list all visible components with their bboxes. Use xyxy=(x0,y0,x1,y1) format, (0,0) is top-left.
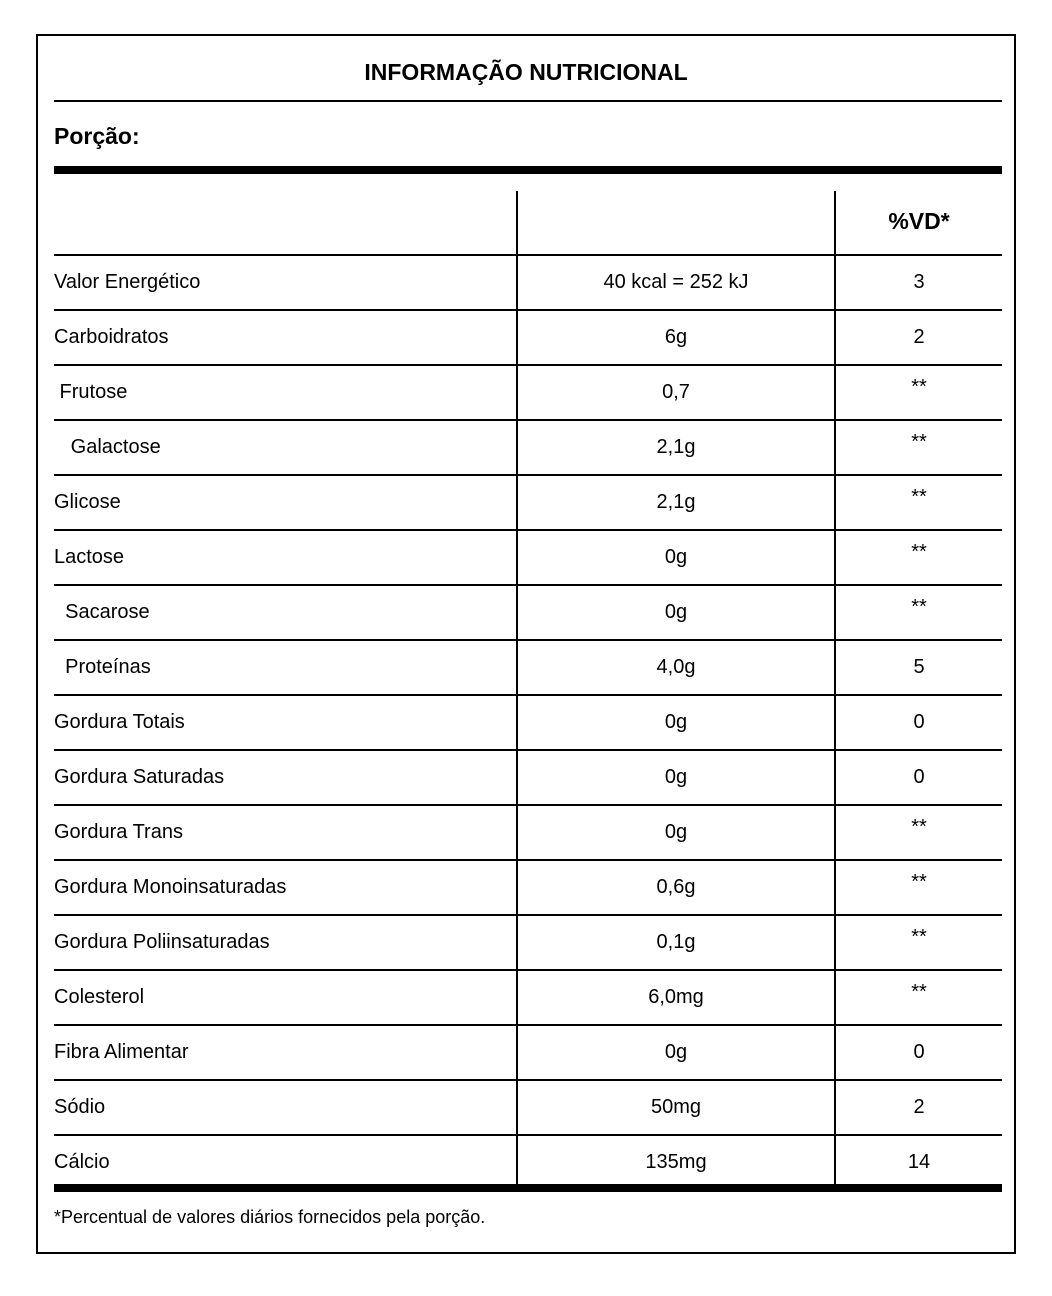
nutrition-table xyxy=(54,191,1002,1189)
nutrient-amount: 0g xyxy=(664,1041,688,1063)
table-row xyxy=(54,531,1002,586)
table-row xyxy=(54,311,1002,366)
nutrient-daily-value: ** xyxy=(911,596,927,618)
nutrient-daily-value: 3 xyxy=(913,271,925,293)
nutrient-name: Proteínas xyxy=(54,656,151,678)
nutrient-daily-value: 2 xyxy=(913,326,925,348)
nutrient-name: Valor Energético xyxy=(54,271,201,293)
table-row xyxy=(54,641,1002,696)
nutrient-daily-value: ** xyxy=(911,816,927,838)
table-row xyxy=(54,256,1002,311)
nutrient-amount: 6,0mg xyxy=(648,986,704,1008)
nutrient-amount: 0,6g xyxy=(656,876,696,898)
nutrient-amount: 40 kcal = 252 kJ xyxy=(603,271,749,293)
nutrient-name: Galactose xyxy=(54,436,161,458)
nutrient-amount: 2,1g xyxy=(656,491,696,513)
nutrient-amount: 50mg xyxy=(650,1096,702,1118)
nutrient-name: Fibra Alimentar xyxy=(54,1041,189,1063)
nutrient-name: Gordura Poliinsaturadas xyxy=(54,931,270,953)
nutrient-daily-value: 0 xyxy=(913,711,925,733)
nutrient-daily-value: ** xyxy=(911,926,927,948)
table-header-row xyxy=(54,191,1002,256)
nutrient-daily-value: ** xyxy=(911,981,927,1003)
nutrient-name: Lactose xyxy=(54,546,125,568)
footnote: *Percentual de valores diários fornecidos pela porção. xyxy=(54,1207,486,1227)
table-row xyxy=(54,751,1002,806)
nutrient-daily-value: ** xyxy=(911,541,927,563)
table-row xyxy=(54,586,1002,641)
nutrient-name: Gordura Monoinsaturadas xyxy=(54,876,287,898)
nutrient-amount: 0g xyxy=(664,766,688,788)
nutrient-daily-value: ** xyxy=(911,431,927,453)
nutrient-amount: 0g xyxy=(664,601,688,623)
nutrient-amount: 0g xyxy=(664,711,688,733)
nutrient-amount: 0g xyxy=(664,546,688,568)
nutrient-amount: 135mg xyxy=(645,1151,707,1173)
nutrient-daily-value: ** xyxy=(911,376,927,398)
nutrient-amount: 0g xyxy=(664,821,688,843)
table-row xyxy=(54,421,1002,476)
nutrient-name: Gordura Trans xyxy=(54,821,183,843)
nutrient-daily-value: ** xyxy=(911,871,927,893)
nutrient-name: Gordura Totais xyxy=(54,711,185,733)
header-amount-cell xyxy=(518,191,834,254)
nutrient-name: Carboidratos xyxy=(54,326,169,348)
nutrient-name: Gordura Saturadas xyxy=(54,766,225,788)
nutrient-name: Cálcio xyxy=(54,1151,110,1173)
nutrient-daily-value: 2 xyxy=(913,1096,925,1118)
nutrient-name: Sacarose xyxy=(54,601,150,623)
header-vd-cell: %VD* xyxy=(888,208,950,234)
nutrient-daily-value: 0 xyxy=(913,1041,925,1063)
nutrient-amount: 4,0g xyxy=(656,656,696,678)
table-row xyxy=(54,476,1002,531)
table-row xyxy=(54,696,1002,751)
nutrient-daily-value: 0 xyxy=(913,766,925,788)
nutrition-facts-label xyxy=(36,34,1016,1254)
label-title: INFORMAÇÃO NUTRICIONAL xyxy=(364,59,688,85)
table-row xyxy=(54,916,1002,971)
table-row xyxy=(54,1136,1002,1189)
table-row xyxy=(54,1081,1002,1136)
nutrient-name: Colesterol xyxy=(54,986,145,1008)
portion-divider xyxy=(54,166,1002,174)
table-row xyxy=(54,366,1002,421)
title-divider xyxy=(54,100,1002,102)
nutrient-name: Glicose xyxy=(54,491,121,513)
nutrient-amount: 0,7 xyxy=(662,381,690,403)
nutrient-daily-value: 14 xyxy=(907,1151,931,1173)
portion-label: Porção: xyxy=(54,123,140,149)
table-row xyxy=(54,806,1002,861)
table-row xyxy=(54,971,1002,1026)
nutrient-daily-value: 5 xyxy=(913,656,925,678)
nutrient-name: Sódio xyxy=(54,1096,106,1118)
table-row xyxy=(54,861,1002,916)
bottom-divider xyxy=(54,1184,1002,1192)
table-row xyxy=(54,1026,1002,1081)
nutrient-amount: 2,1g xyxy=(656,436,696,458)
nutrient-daily-value: ** xyxy=(911,486,927,508)
table-body xyxy=(54,256,1002,1189)
nutrient-amount: 6g xyxy=(664,326,688,348)
nutrient-name: Frutose xyxy=(54,381,128,403)
nutrient-amount: 0,1g xyxy=(656,931,696,953)
